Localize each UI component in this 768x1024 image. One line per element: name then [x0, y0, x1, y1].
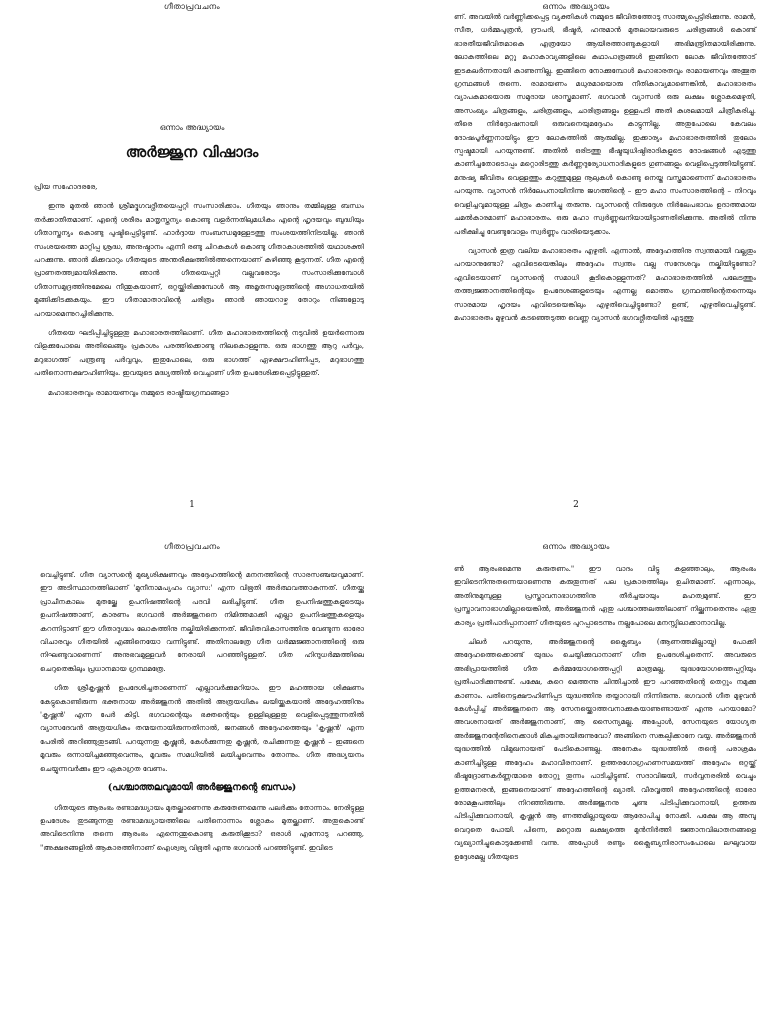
page-body [454, 10, 756, 330]
paragraph: ണ്. അവയിൽ വർണ്ണിക്കപ്പെട്ട വ്യക്തികൾ നമ്മുടെ ജീവിതത്തോടു സാത്മ്യപ്പെട്ടിരിക്കുന്നു. രാമൻ, സീത, ധർമ്മപുത്രൻ, ദ്രൗപദി, ഭീഷ്മർ, ഹനുമാൻ മുതലായവരുടെ ചരിത്രങ്ങൾ കൊണ്ട് ഭാരതീയജീവിതമാകെ എത്രയോ ആയിരത്താണ്ടുകളായി അഭിമന്ത്രിതമായിരിക്കുന്നു. ലോകത്തിലെ മറ്റു മഹാകാവ്യങ്ങളിലെ കഥാപാത്രങ്ങൾ ഇങ്ങിനെ ലോക ജീവിതത്തോട് ഇടകലർന്നതായി കാണുന്നില്ല. ഇങ്ങിനെ നോക്കുമ്പോൾ മഹാഭാരതവും രാമായണവും അത്ഭുത ഗ്രന്ഥങ്ങൾ തന്നെ. രാമായണം മധുരമായൊരു നീതികാവ്യമാണെങ്കിൽ, മഹാഭാരതം വ്യാപകമായൊരു സമുദായ ശാസ്ത്രമാണ്. ഭഗവാൻ വ്യാസൻ ഒരു ലക്ഷം ശ്ലോകമെഴുതി, അസംഖ്യം ചിത്രങ്ങളും, ചരിത്രങ്ങളും, ചാരിത്രങ്ങളും ഉള്ളപടി അതി കുശലമായി ചിത്രീകരിച്ചു. തീരെ നിർദ്ദോഷനായി ഒരുവനെയുമദ്ദേഹം കാട്ടുന്നില്ല. അതുപോലെ കേവലം ദോഷപൂർണ്ണനായിട്ടും ഈ ലോകത്തിൽ ആരുമില്ല. ഇക്കാര്യം മഹാഭാരതത്തിൽ തുലോം സ്പഷ്ടമായി പറയുന്നുണ്ട്. അതിൽ ഒരിടത്തു ഭീഷ്മയുധിഷ്ഠിരാദികളുടെ ദോഷങ്ങൾ എടുത്തു കാണിച്ചതോടൊപ്പം മറ്റൊരിടത്തു കർണ്ണദുര്യോധനാദികളുടെ ഗുണങ്ങളും വെളിപ്പെടുത്തിയിട്ടുണ്ട്. മനുഷ്യ ജീവിതം വെള്ളത്തും കറുത്തുമുള്ള നൂലുകൾ കൊണ്ടു നെയ്ത വസ്ത്രമാണെന്ന് മഹാഭാരതം പറയുന്നു. വ്യാസൻ നിർലേപനായിനിന്നു ജഗത്തിന്റെ – ഈ മഹാ സംസാരത്തിന്റെ – നിറവും വെളിച്ചവുമായുള്ള ചിത്രം കാണിച്ചു തരുന്നു. വ്യാസന്റെ നിരുദ്ദേശ നിർലേപഭാവം ഉദാത്തമായ ചമൽകാരമാണ് മഹാഭാരതം. ഒരു മഹാ സ്വർണ്ണഖനിയായിട്ടാണതിരിക്കുന്നു. അതിൽ നിന്നു പരീക്ഷിച്ചു വേണ്ടുവോളം സ്വർണ്ണം വാരിയെടുക്കാം. [454, 12, 756, 236]
running-header: ഒന്നാം അദ്ധ്യായം [542, 542, 610, 551]
paragraph: വ്യാസൻ ഇത്ര വലിയ മഹാഭാരതം എഴുതി. എന്നാൽ, അദ്ദേഹത്തിനു സ്വന്തമായി വല്ലതും പറയാനുണ്ടോ? എവിടെയെങ്കിലും അദ്ദേഹം സ്വന്തം വല്ല സന്ദേശവും നല്കിയിട്ടുണ്ടോ? എവിടെയാണ് വ്യാസന്റെ സമാധി കൂടികൊള്ളുന്നത്? മഹാഭാരതത്തിൽ പലേടത്തും തത്ത്വജ്ഞാനത്തിന്റെയും ഉപദേശങ്ങളുടെയും എന്നല്ല മൊത്തം ഗ്രന്ഥത്തിന്റെതന്നെയും സാരമായ ഹൃദയം എവിടെയെങ്കിലും എഴുതിവെച്ചിട്ടുണ്ടോ? ഉണ്ട്, എഴുതിവെച്ചിട്ടുണ്ട്. മഹാഭാരതം മുഴുവൻ കടഞ്ഞെടുത്ത വെണ്ണ വ്യാസൻ ഭഗവദ്ഗീതയിൽ എടുത്തു [454, 245, 756, 322]
chapter-label: ഒന്നാം അദ്ധ്യായം [159, 123, 225, 132]
paragraph: ചിലർ പറയുന്നു, അർജ്ജുനന്റെ ക്ലൈബ്യം (ആണത്തമില്ലായ്മ) പോക്കി അദ്ദേഹത്തെക്കൊണ്ട് യുദ്ധം ചെയ്യിക്കുവാനാണ് ഗീത ഉപദേശിച്ചതെന്ന്. അവരുടെ അഭിപ്രായത്തിൽ ഗീത കർമ്മയോഗത്തെപ്പറ്റി മാത്രമല്ല, യുദ്ധയോഗത്തെപ്പറ്റിയും പ്രതിപാദിക്കുന്നുണ്ട്. പക്ഷേ, കുറെ മെത്തന്നു ചിന്തിച്ചാൽ ഈ പറഞ്ഞതിന്റെ തെറ്റും നമുക്കു കാണാം. പതിനെട്ടക്ഷൗഹിണിപ്പട യുദ്ധത്തിനു തയ്യാറായി നിന്നിരുന്നു. ഭഗവാൻ ഗീത മുഴുവൻ കേൾപ്പിച്ച് അർജ്ജുനനെ ആ സേനയ്ക്കൊത്തവനാക്കുകയാണുണ്ടായത് എന്നു പറയാമോ? അവശനായത് അർജ്ജുനനാണ്, ആ സൈന്യമല്ല. അപ്പോൾ, സേനയുടെ യോഗ്യത അർജ്ജുനന്റേതിനെക്കാൾ മികച്ചതായിരുന്നുവോ? അങ്ങിനെ സങ്കല്പിക്കാനേ വയ്യ. അർജ്ജുനൻ യുദ്ധത്തിൽ വിമുഖനായത് പേടികൊണ്ടല്ല. അനേകം യുദ്ധത്തിൽ തന്റെ പരാക്രമം കാണിച്ചിട്ടുള്ള അദ്ദേഹം മഹാവീരനാണ്. ഉത്തരഗോഗ്രഹണസമയത്ത് അദ്ദേഹം ഒറ്റയ്ക്ക് ഭീഷ്മദ്രോണകർണ്ണന്മാരെ തോറ്റു തുന്നം പാടിച്ചിട്ടുണ്ട്. സദാവിജയി, സർവ്വനരരിൽ വെച്ചും ഉത്തമനരൻ, ഇങ്ങനെയാണ് അദ്ദേഹത്തിന്റെ ഖ്യാതി. വീരവൃത്തി അദ്ദേഹത്തിന്റെ ഓരോ രോമകൂപത്തിലും നിറഞ്ഞിരുന്നു. അർജ്ജുനനു ചൂണ്ട പിടിപ്പിക്കുവാനായി, ഉത്തരു പിടിപ്പിക്കുവാനായി, കൃഷ്ണൻ ആ ണത്തമില്ലായ്മയെ ആരോപിച്ചു നോക്കി. പക്ഷേ ആ അമ്പു വെറുതെ പോയി. പിന്നെ, മറ്റൊരു ലക്ഷ്യത്തെ മുൻനിർത്തി ജ്ഞാനവിലാതനങ്ങളെ വ്യഖ്യാനിച്ചുകൊടുക്കേണ്ടി വന്നു. അപ്പോൾ രണ്ടും ക്ലൈബ്യനിരാസംപോലെ ലഘുവായ ഉദ്ദേശമല്ല ഗീതയുടെ [454, 637, 756, 861]
paragraph: ഗീതയെ ഘടിപ്പിച്ചിട്ടുള്ളതു മഹാഭാരതത്തിലാണ്. ഗീത മഹാഭാരതത്തിന്റെ നടുവിൽ ഉയർന്നൊരു വിളക്കുപോലെ അതിലെങ്ങും പ്രകാശം പരത്തിക്കൊണ്ടു നിലകൊള്ളുന്നു. ഒരു ഭാഗത്തു ആറു പർവ്വം, മറുഭാഗത്ത് പന്ത്രണ്ടു പർവ്വവും, ഇതുപോലെ, ഒരു ഭാഗത്ത് ഏഴക്ഷൗഹിണിപ്പട, മറുഭാഗത്തു പതിനൊന്നക്ഷൗഹിണിയും. ഇവയുടെ മദ്ധ്യത്തിൽ വെച്ചാണ് ഗീത ഉപദേശിക്കപ്പെട്ടിട്ടുള്ളത്. [34, 328, 364, 378]
page-number: 1 [189, 500, 195, 510]
paragraph: ഇന്നു മുതൽ ഞാൻ ശ്രീമദ്ഭഗവദ്ഗീതയെപ്പറ്റി സംസാരിക്കാം. ഗീതയും ഞാനും തമ്മിലുള്ള ബന്ധം തർക്കാതീതമാണ്. എന്റെ ശരീരം മാതൃസ്തന്യം കൊണ്ടു വളർന്നതിലുമധികം എന്റെ ഹൃദയവും ബുദ്ധിയും ഗീതാസ്തന്യം കൊണ്ടു പുഷ്ടിപ്പെട്ടിട്ടുണ്ട്. ഹാർദ്ദായ സംബന്ധമുള്ളേടത്തു സംശയത്തിനിടയില്ല. ഞാൻ സംശയത്തെ മാറ്റിപ്പ ശ്രദ്ധ, അനുഷ്ഠാനം എന്നീ രണ്ടു ചിറകുകൾ കൊണ്ടു ഗീതാകാശത്തിൽ യഥാശക്തി പറക്കുന്നു. ഞാൻ മിക്കവാറും ഗീതയുടെ അന്തരീക്ഷത്തിൽത്തന്നെയാണ് കഴിഞ്ഞു കൂടുന്നത്. ഗീത എന്റെ പ്രാണതത്ത്വമായിരിക്കുന്നു. ഞാൻ ഗീതയെപ്പറ്റി വല്ലവരോടും സംസാരിക്കുമ്പോൾ ഗീതാസമുദ്രത്തിനുമേലെ നീന്തുകയാണ്, ഒറ്റയ്ക്കിരിക്കുമ്പോൾ ആ അമൃതസമുദ്രത്തിന്റെ അഗാധതയിൽ മുങ്ങിക്കിടക്കുകയും. ഈ ഗീതാമാതാവിന്റെ ചരിത്രം ഞാൻ ഞായറാഴ്ച തോറും നിങ്ങളോടു പറയാമെന്നുറച്ചിരിക്കുന്നു. [34, 201, 364, 318]
running-header: ഗീതാപ്രവചനം [163, 542, 221, 551]
salutation: പ്രിയ സഹോദരരേ, [34, 182, 98, 191]
page-body [34, 180, 364, 405]
paragraph: വെച്ചിട്ടുണ്ട്. ഗീത വ്യാസന്റെ മുഖ്യശിക്ഷണവും അദ്ദേഹത്തിന്റെ മനനത്തിന്റെ സാരസഞ്ചയവുമാണ്. ഈ അടിസ്ഥാനത്തിലാണ് 'മുനീനാമപ്യഹം വ്യാസ:' എന്ന വിഭൂതി അർത്ഥവത്താകുന്നത്. ഗീതയ്ക്കു പ്രാചീനകാലം മുതല്ക്കേ ഉപനിഷത്തിന്റെ പദവി ലഭിച്ചിട്ടുണ്ട്. ഗീത ഉപനിഷത്തുകളുടെയും ഉപനിഷത്താണ്, കാരണം ഭഗവാൻ അർജ്ജുനനെ നിമിത്തമാക്കി എല്ലാ ഉപനിഷത്തുകളെയും കറന്നിട്ടാണ് ഈ ഗീതാദുഗ്ദ്ധം ലോകത്തിനു നല്കിയിരിക്കുന്നത്. ജീവിതവികാസത്തിനു വേണ്ടുന്ന ഓരോ വിചാരവും ഗീതയിൽ എങ്ങിനെയോ വന്നിട്ടുണ്ട്. അതിനാലത്രേ ഗീത ധർമ്മജ്ഞാനത്തിന്റെ ഒരു നിഘണ്ടുവാണെന്ന് അനുഭവമുള്ളവർ നേരായി പറഞ്ഞിട്ടുള്ളത്. ഗീത ഹിന്ദുധർമ്മത്തിലെ ചെറുതെങ്കിലും പ്രധാനമായ ഗ്രന്ഥമത്രേ. [40, 570, 364, 673]
paragraph: ഗീത ശ്രീകൃഷ്ണൻ ഉപദേശിച്ചതാണെന്ന് എല്ലാവർക്കുമറിയാം. ഈ മഹത്തായ ശിക്ഷണം കേട്ടുകൊണ്ടിരുന്ന ഭക്തനായ അർജ്ജുനൻ അതിൽ അത്രയധികം ലയിയ്ക്കുകയാൽ അദ്ദേഹത്തിനും 'കൃഷ്ണൻ' എന്ന പേർ കിട്ടി. ഭഗവാന്റെയും ഭക്തന്റെയും ഉള്ളിലുള്ളതു വെളിപ്പെടുത്തുന്നതിൽ വ്യാസദേവൻ അത്രയധികം തന്മയനായിരുന്നതിനാൽ, ജനങ്ങൾ അദ്ദേഹത്തെയും 'കൃഷ്ണൻ' എന്ന പേരിൽ അറിഞ്ഞുതുടങ്ങി. പറയുന്നതു കൃഷ്ണൻ, കേൾക്കുന്നതു കൃഷ്ണൻ, രചിക്കുന്നതു കൃഷ്ണൻ – ഇങ്ങനെ മൂവരും ഒന്നായിച്ചമഞ്ഞുവെന്നും, മൂവരും സമധിയിൽ ലയിച്ചുവെന്നും തോന്നും. ഗീത അദ്ധ്യയനം ചെയ്യുന്നവർക്കും ഈ ഏകാഗ്രത വേണം. [40, 683, 364, 773]
paragraph: മഹാഭാരതവും രാമായണവും നമ്മുടെ രാഷ്ട്രീയഗ്രന്ഥങ്ങളാ [48, 387, 229, 397]
page-2 [384, 0, 768, 512]
running-header: ഒന്നാം അദ്ധ്യായം [542, 2, 610, 11]
paragraph: ഗീതയുടെ ആരംഭം രണ്ടാമദ്ധ്യായം മുതല്ക്കാണെന്നു കരുതേണമെന്നു പലർക്കും തോന്നാം. നേരിട്ടുള്ള ഉപദേശം തുടങ്ങുന്നതു രണ്ടാമദ്ധ്യായത്തിലെ പതിനൊന്നാം ശ്ലോകം മുതല്ക്കാണ്. അതുകൊണ്ട് അവിടെനിന്നു തന്നെ ആരംഭം എന്നെന്തുകൊണ്ടു കരുതിക്കൂടാ? ഒരാൾ എന്നോടു പറഞ്ഞു, "അക്ഷരങ്ങളിൽ ആകാരത്തിനാണ് ഐശ്വര്യ വിഭൂതി എന്നു ഭഗവാൻ പറഞ്ഞിട്ടുണ്ട്. ഇവിടെ [40, 802, 364, 852]
page-3 [0, 512, 384, 1024]
page-body [454, 562, 756, 869]
section-subheading: (പശ്ചാത്തലവുമായി അർജ്ജുനന്റെ ബന്ധം) [107, 782, 297, 794]
paragraph: ൺ ആരംഭമെന്നു കരുതണം." ഈ വാദം വിട്ടു കളഞ്ഞാലും, ആരംഭം ഇവിടെനിന്നുതന്നെയാണെന്നു കരുതുന്നത് പല പ്രകാരത്തിലും ഉചിതമാണ്. എന്നാലും, അതിനുമുമ്പുള്ള പ്രസ്താവനാഭാഗത്തിനു തീർച്ചയായും മഹത്വമുണ്ട്. ഈ പ്രസ്താവനാഭാഗമില്ലായെങ്കിൽ, അർജ്ജുനൻ ഏതു പശ്ചാത്തലത്തിലാണ് നില്ക്കുന്നതെന്നും ഏതു കാര്യം പ്രതിപാദിപ്പാനാണ് ഗീതയുടെ പുറപ്പാടെന്നും നല്ലപോലെ മനസ്സിലാക്കാനാവില്ല. [454, 564, 756, 627]
chapter-title: അർജ്ജുന വിഷാദം [125, 143, 259, 161]
running-header: ഗീതാപ്രവചനം [163, 2, 221, 11]
page-1 [0, 0, 384, 512]
page-body [40, 568, 364, 860]
page-number: 2 [573, 500, 579, 510]
page-4 [384, 512, 768, 1024]
